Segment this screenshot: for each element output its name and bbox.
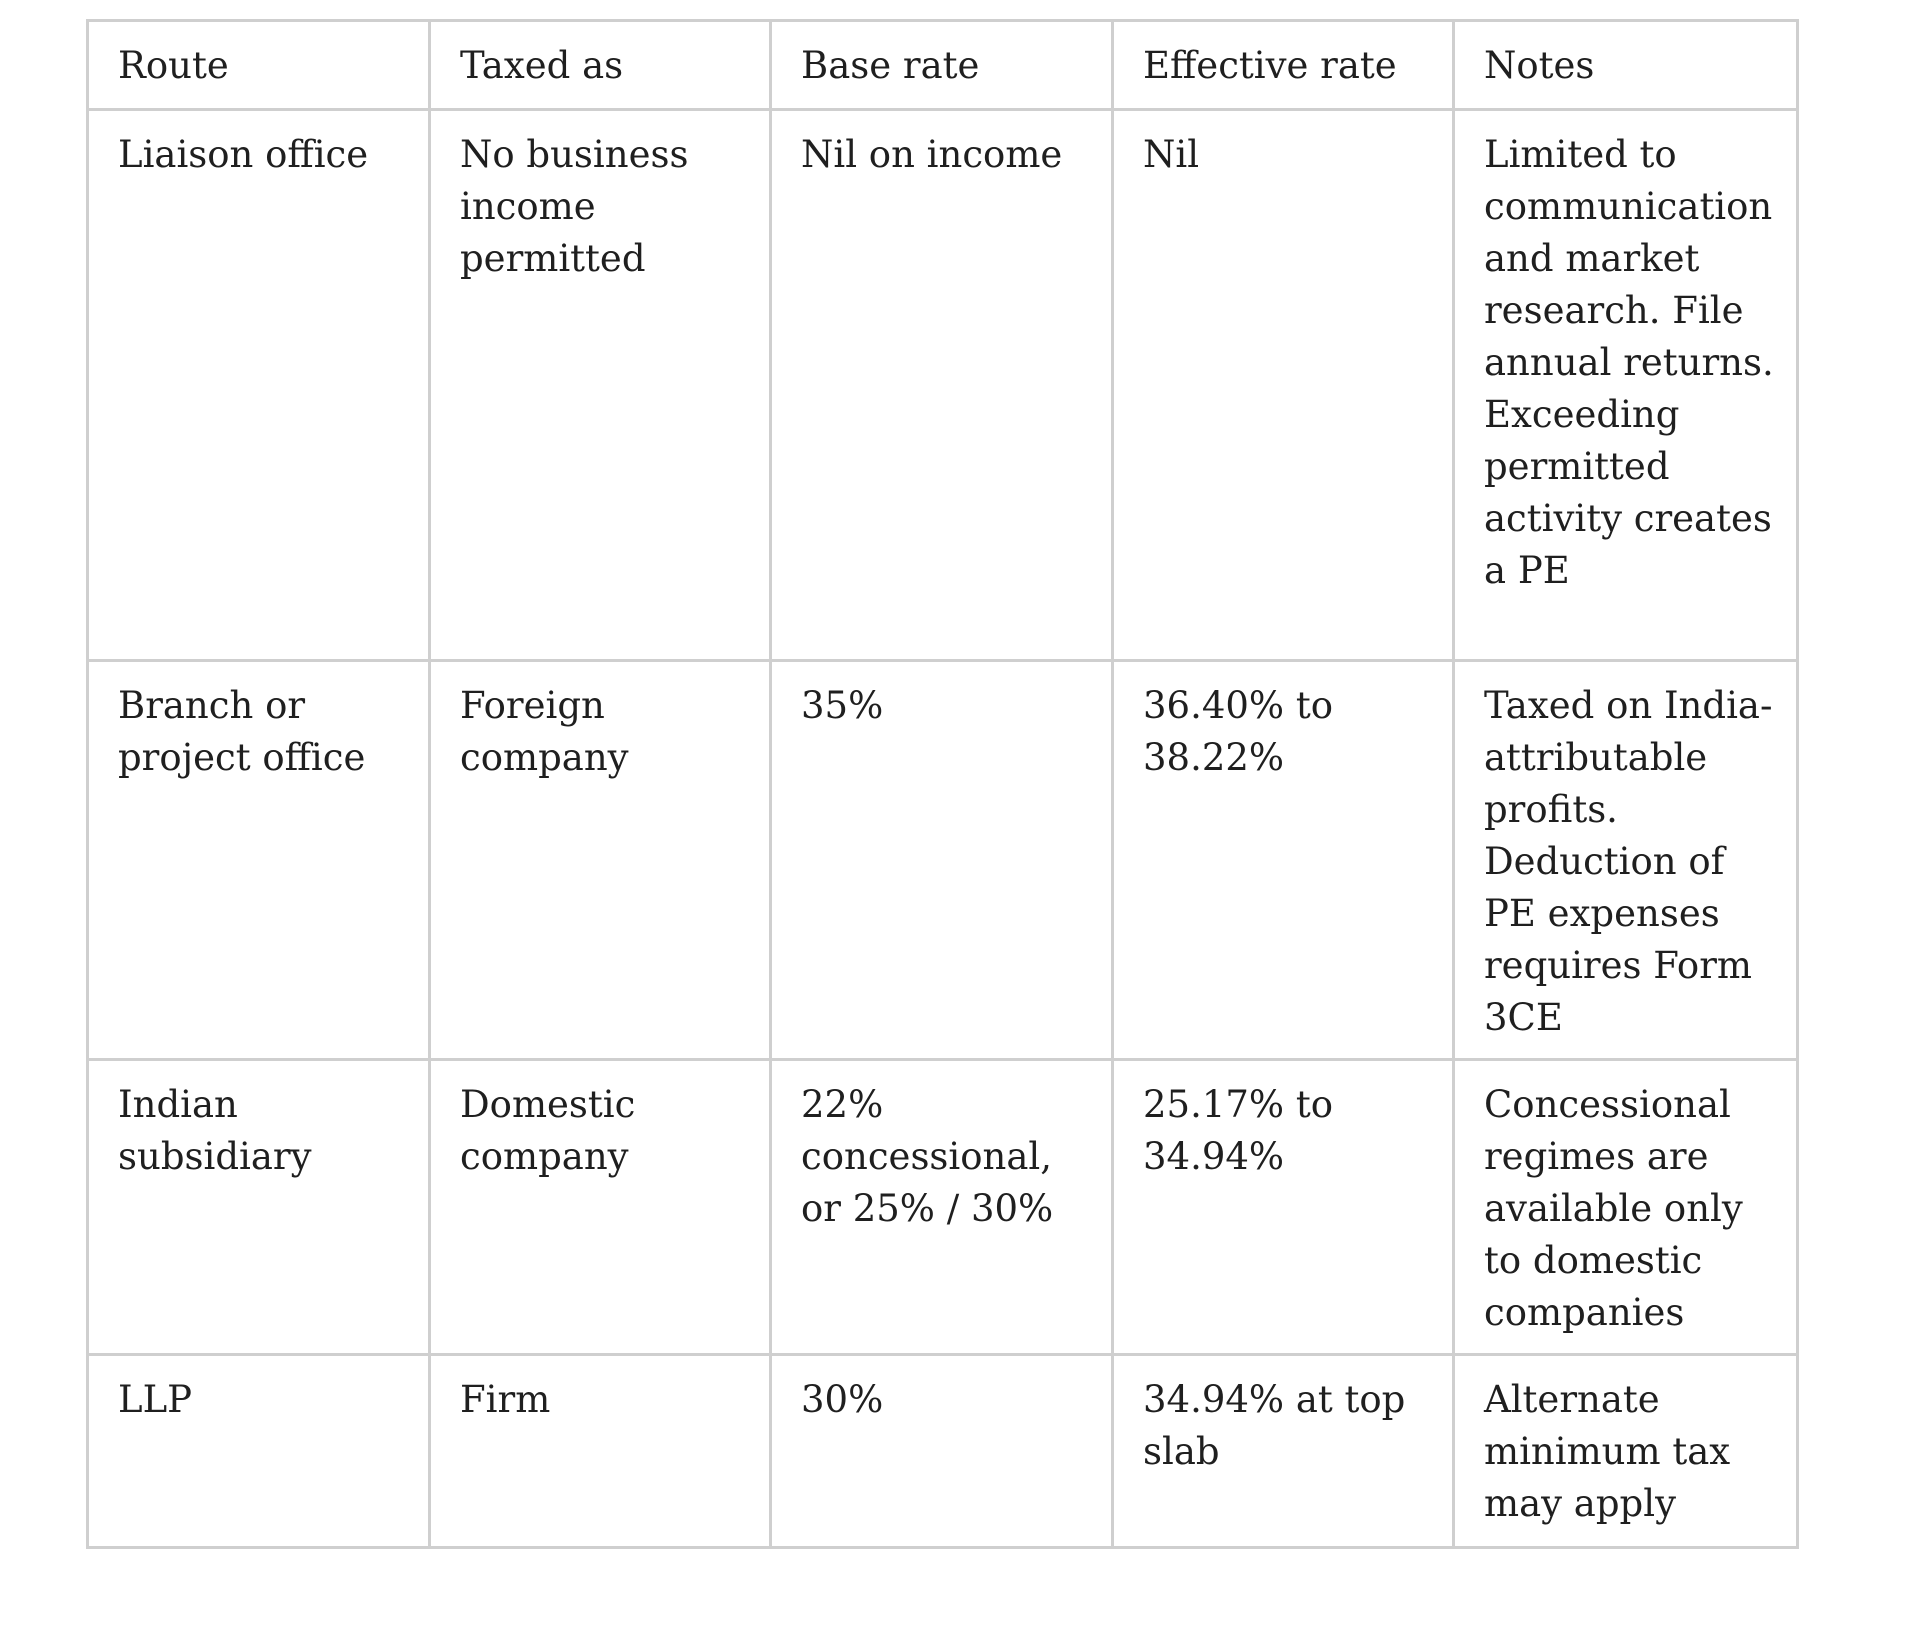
cell-route: Liaison office <box>88 110 430 661</box>
table-header <box>88 21 1798 110</box>
header-notes: Notes <box>1454 21 1798 110</box>
cell-notes: Concessional regimes are available only to domestic companies <box>1454 1060 1798 1355</box>
cell-taxed-as: No business income permitted <box>430 110 771 661</box>
tax-routes-table-container <box>86 19 1799 1549</box>
cell-taxed-as: Firm <box>430 1355 771 1548</box>
cell-notes: Limited to communication and market research. File annual returns. Exceeding permitted activity creates a PE <box>1454 110 1798 661</box>
table-row <box>88 661 1798 1060</box>
cell-taxed-as: Domestic company <box>430 1060 771 1355</box>
header-taxed-as: Taxed as <box>430 21 771 110</box>
cell-route: Indian subsidiary <box>88 1060 430 1355</box>
header-row <box>88 21 1798 110</box>
cell-effective-rate: Nil <box>1113 110 1454 661</box>
cell-effective-rate: 25.17% to 34.94% <box>1113 1060 1454 1355</box>
header-base-rate: Base rate <box>771 21 1113 110</box>
table-body <box>88 110 1798 1548</box>
cell-base-rate: Nil on income <box>771 110 1113 661</box>
cell-effective-rate: 36.40% to 38.22% <box>1113 661 1454 1060</box>
cell-notes: Taxed on India-attributable profits. Deduction of PE expenses requires Form 3CE <box>1454 661 1798 1060</box>
cell-route: Branch or project office <box>88 661 430 1060</box>
cell-notes: Alternate minimum tax may apply <box>1454 1355 1798 1548</box>
table-row <box>88 1060 1798 1355</box>
cell-taxed-as: Foreign company <box>430 661 771 1060</box>
cell-effective-rate: 34.94% at top slab <box>1113 1355 1454 1548</box>
table-row <box>88 110 1798 661</box>
tax-routes-table <box>86 19 1799 1549</box>
header-route: Route <box>88 21 430 110</box>
cell-base-rate: 22% concessional, or 25% / 30% <box>771 1060 1113 1355</box>
cell-route: LLP <box>88 1355 430 1548</box>
cell-base-rate: 35% <box>771 661 1113 1060</box>
table-row <box>88 1355 1798 1548</box>
cell-base-rate: 30% <box>771 1355 1113 1548</box>
header-effective-rate: Effective rate <box>1113 21 1454 110</box>
